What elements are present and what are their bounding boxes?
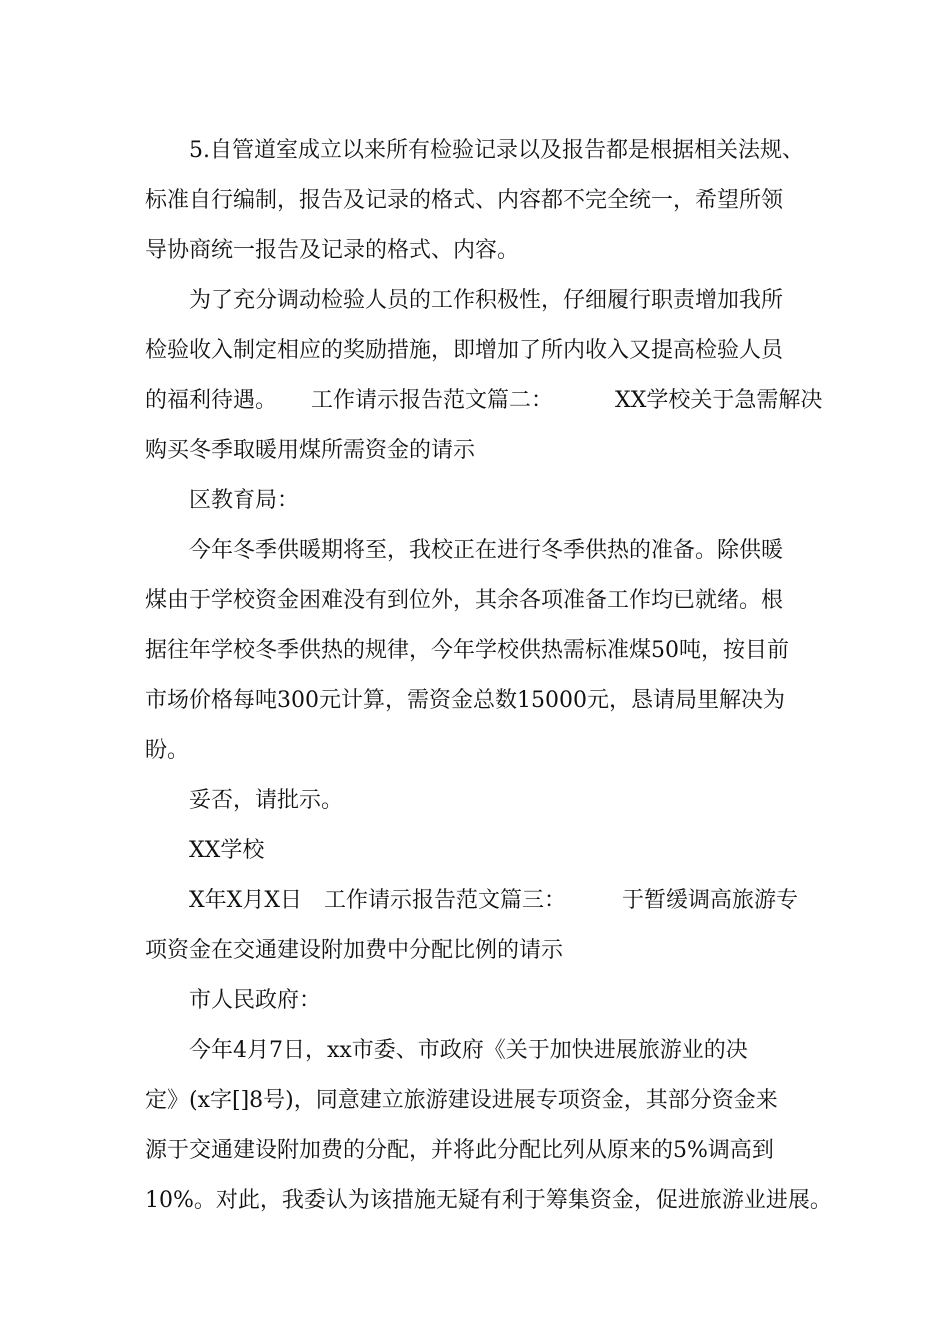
paragraph-line: 市场价格每吨300元计算，需资金总数15000元，恳请局里解决为 — [145, 688, 785, 713]
paragraph-line: 今年冬季供暖期将至，我校正在进行冬季供热的准备。除供暖 — [189, 538, 784, 563]
paragraph-line: 源于交通建设附加费的分配，并将此分配比列从原来的5%调高到 — [145, 1138, 774, 1163]
paragraph-line: 盼。 — [145, 738, 190, 763]
paragraph-line: 标准自行编制，报告及记录的格式、内容都不完全统一，希望所领 — [145, 188, 784, 213]
paragraph-line: 10%。对此，我委认为该措施无疑有利于筹集资金，促进旅游业进展。 — [145, 1188, 832, 1213]
paragraph-line — [145, 376, 825, 426]
paragraph-line: 项资金在交通建设附加费中分配比例的请示 — [145, 938, 564, 963]
addressee-line: 区教育局： — [189, 488, 300, 513]
paragraph-line: 煤由于学校资金困难没有到位外，其余各项准备工作均已就绪。根 — [145, 588, 784, 613]
paragraph-line — [145, 876, 825, 926]
paragraph-line: 据往年学校冬季供热的规律，今年学校供热需标准煤50吨，按目前 — [145, 638, 789, 663]
signature-line: XX学校 — [189, 838, 265, 863]
addressee-line: 市人民政府： — [189, 988, 322, 1013]
document-page — [145, 126, 832, 1226]
paragraph-line: 今年4月7日，xx市委、市政府《关于加快进展旅游业的决 — [189, 1038, 748, 1063]
date-text: X年X月X日 — [189, 888, 302, 913]
paragraph-line: 定》(x字[]8号)，同意建立旅游建设进展专项资金，其部分资金来 — [145, 1088, 778, 1113]
line-segment: 于暂缓调高旅游专 — [622, 888, 799, 913]
paragraph-line: 购买冬季取暖用煤所需资金的请示 — [145, 438, 476, 463]
paragraph-line: 5.自管道室成立以来所有检验记录以及报告都是根据相关法规、 — [189, 138, 804, 163]
paragraph-line: 检验收入制定相应的奖励措施，即增加了所内收入又提高检验人员 — [145, 338, 784, 363]
paragraph-line: 为了充分调动检验人员的工作积极性，仔细履行职责增加我所 — [189, 288, 784, 313]
line-segment: XX学校关于急需解决 — [615, 388, 823, 413]
section-heading: 工作请示报告范文篇三： — [324, 888, 567, 913]
line-segment: 的福利待遇。 — [145, 388, 278, 413]
paragraph-line: 导协商统一报告及记录的格式、内容。 — [145, 238, 520, 263]
section-heading: 工作请示报告范文篇二： — [311, 388, 554, 413]
paragraph-line: 妥否，请批示。 — [189, 788, 344, 813]
